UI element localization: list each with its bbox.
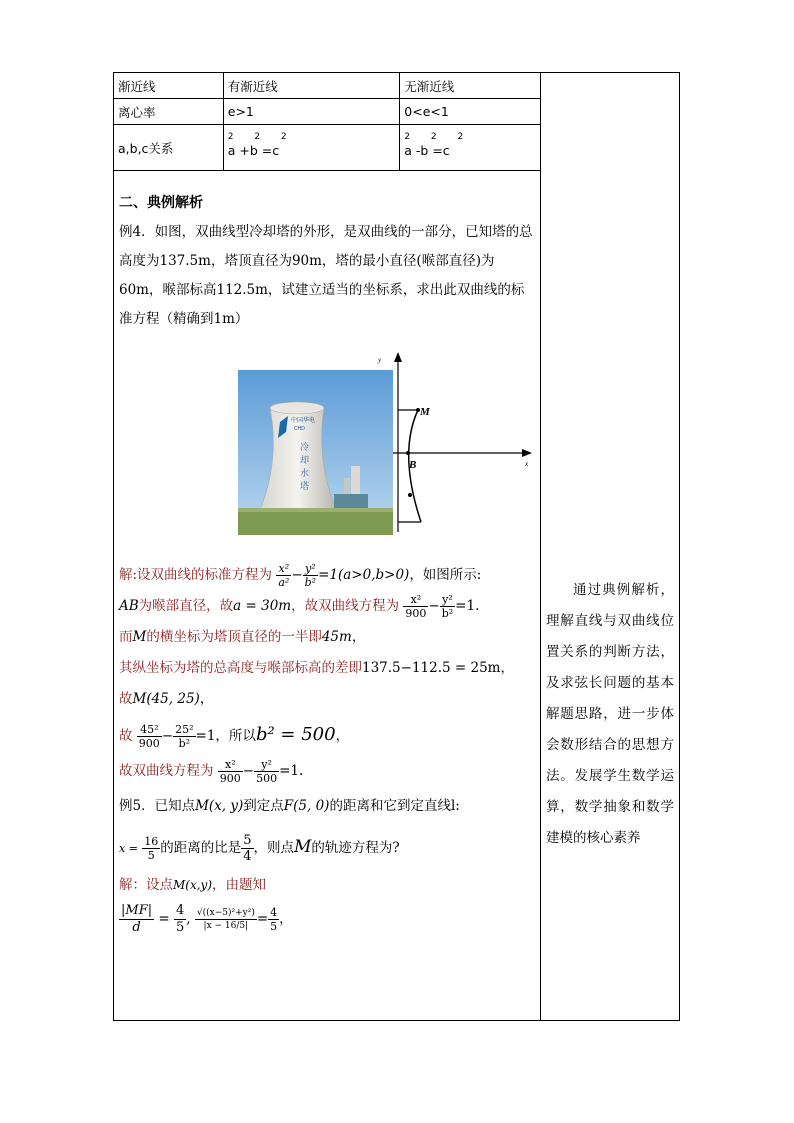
tower-logo-sub: CHD: [294, 426, 305, 432]
section-title: 二、典例解析: [119, 195, 203, 211]
column-divider: [540, 72, 541, 1021]
row-label: 渐近线: [114, 73, 224, 99]
row-label: 离心率: [114, 99, 224, 125]
solution-line-6: 故 $\frac{\text{45²}}{900}$ − $\frac{\text{25²}}{\text{b²}}$ =1，所以b² = 500，: [119, 723, 350, 750]
table-row: [114, 99, 541, 125]
axis-x-label: x: [525, 460, 529, 468]
coordinate-diagram: [378, 350, 538, 535]
ellipse-cell: 0<e<1: [400, 99, 541, 125]
main-content: [119, 190, 534, 334]
point-b-label: B: [409, 459, 417, 471]
solution-line-7: 故双曲线方程为 $\frac{\text{x²}}{900}$ − $\frac{\text{y²}}{500}$ =1.: [119, 758, 304, 785]
example-5-solution-line-1: 解：设点M(x,y)，由题知: [119, 877, 267, 893]
tower-text: 冷却水塔: [300, 443, 310, 492]
example-5-line-1: 例5．已知点M(x, y)到定点F(5, 0)的距离和它到定直线l:: [119, 798, 460, 814]
solution-line-1: 解:设双曲线的标准方程为 $\frac{\text{x²}}{\text{a²}}$ − $\frac{\text{y²}}{\text{b²}}$ =1(a>0,b>0)，如图所示:: [119, 562, 482, 589]
example-5-solution-line-2: $\frac{|MF|}{d}$ = $\frac{4}{5}$ , $\frac{\text{√((x−5)²+y²)}}{|x - 16/5|}$ = $\frac{4}{5}$ ，: [121, 903, 293, 935]
comparison-table: [113, 72, 541, 171]
hyperbola-cell: [223, 125, 400, 171]
axis-y-label: y: [378, 356, 382, 364]
table-row: [114, 73, 541, 99]
teaching-note-text: 通过典例解析，理解直线与双曲线位置关系的判断方法，及求弦长问题的基本解题思路，进一步体会数形结合的思想方法。发展学生数学运算，数学抽象和数学建模的核心素养: [546, 582, 674, 846]
solution-line-4: 其纵坐标为塔的总高度与喉部标高的差即137.5−112.5 = 25m，: [119, 660, 514, 676]
example-4-text: 例4．如图，双曲线型冷却塔的外形，是双曲线的一部分，已知塔的总高度为137.5m，塔顶直径为90m，塔的最小直径(喉部直径)为60m，喉部标高112.5m，试建立适当的坐标系，求出此双曲线的标准方程（精确到1m）: [119, 224, 533, 327]
relation: a +b =c: [227, 143, 280, 158]
ellipse-cell: [400, 125, 541, 171]
example-5-line-2: x = $\frac{16}{5}$ 的距离的比是 $\frac{5}{4}$ ，则点M的轨迹方程为?: [119, 833, 400, 864]
solution-line-2: AB为喉部直径，故a = 30m，故双曲线方程为 $\frac{\text{x²}}{900}$ − $\frac{\text{y²}}{\text{b²}}$ =1.: [119, 593, 480, 620]
cooling-tower-photo: [238, 370, 393, 535]
solution-area: [119, 560, 534, 936]
solution-line-5: 故M(45, 25)，: [119, 691, 214, 707]
exponents: 2 2 2: [404, 132, 473, 142]
tower-logo-text: 中国华电: [291, 418, 316, 424]
row-label: a,b,c关系: [114, 125, 224, 171]
ellipse-cell: 无渐近线: [400, 73, 541, 99]
point-m-label: M: [420, 406, 430, 418]
solution-line-3: 而M的横坐标为塔顶直径的一半即45m，: [119, 629, 366, 645]
hyperbola-cell: e>1: [223, 99, 400, 125]
exponents: 2 2 2: [227, 132, 296, 142]
table-row: [114, 125, 541, 171]
hyperbola-cell: 有渐近线: [223, 73, 400, 99]
teaching-note: [546, 575, 674, 854]
relation: a -b =c: [404, 143, 450, 158]
